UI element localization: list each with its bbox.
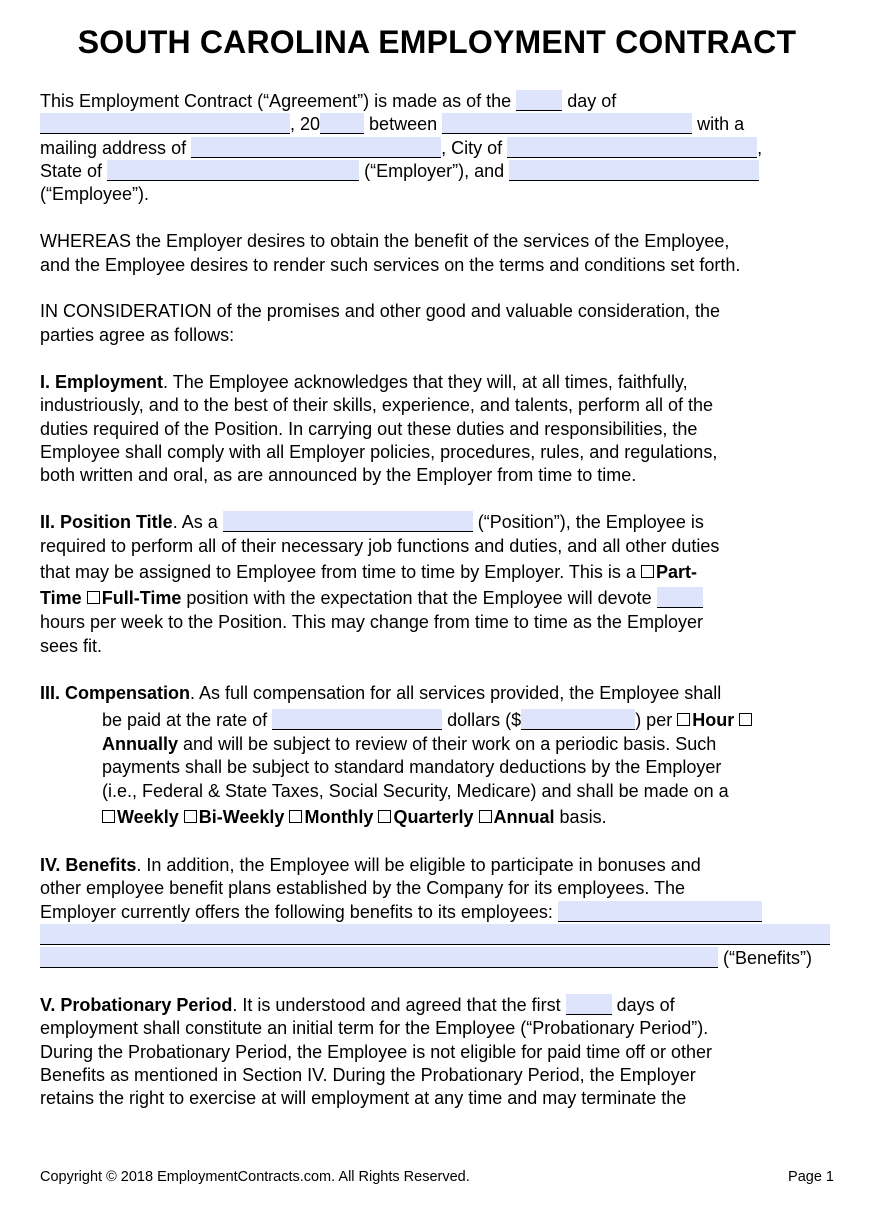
document-title: SOUTH CAROLINA EMPLOYMENT CONTRACT xyxy=(77,24,797,60)
section-text: be paid at the rate of xyxy=(102,710,268,730)
quarterly-checkbox[interactable] xyxy=(378,810,391,823)
intro-text: between xyxy=(369,114,438,134)
consideration-line: IN CONSIDERATION of the promises and other good and valuable consideration, the xyxy=(40,301,721,321)
city-field[interactable] xyxy=(507,137,757,158)
option-label: Hour xyxy=(692,710,735,730)
weekly-checkbox[interactable] xyxy=(102,810,115,823)
state-field[interactable] xyxy=(107,160,359,181)
intro-text: mailing address of xyxy=(40,138,187,158)
consideration-line: parties agree as follows: xyxy=(40,325,235,345)
footer-copyright: Copyright © 2018 EmploymentContracts.com. All Rights Reserved. xyxy=(40,1169,470,1185)
option-label: Time xyxy=(40,588,82,608)
benefits-field-1[interactable] xyxy=(558,901,762,922)
section-text: duties required of the Position. In carrying out these duties and responsibilities, the xyxy=(40,419,698,439)
intro-text: (“Employee”). xyxy=(40,184,150,204)
pay-rate-words-field[interactable] xyxy=(272,709,442,730)
section-text: Benefits as mentioned in Section IV. During the Probationary Period, the Employer xyxy=(40,1065,696,1085)
section-text: . As a xyxy=(172,512,218,532)
section-text: sees fit. xyxy=(40,636,103,656)
employee-name-field[interactable] xyxy=(509,160,759,181)
section-text: hours per week to the Position. This may change from time to time as the Employer xyxy=(40,612,703,632)
section-text: other employee benefit plans established by the Company for its employees. The xyxy=(40,878,686,898)
section-text: . As full compensation for all services provided, the Employee shall xyxy=(190,683,722,703)
section-text: position with the expectation that the Employee will devote xyxy=(186,588,652,608)
section-text: required to perform all of their necessary job functions and duties, and all other duties xyxy=(40,536,720,556)
position-title-field[interactable] xyxy=(223,511,473,532)
section-text: . The Employee acknowledges that they will, at all times, faithfully, xyxy=(163,372,688,392)
section-text: (i.e., Federal & State Taxes, Social Security, Medicare) and shall be made on a xyxy=(102,781,729,801)
option-label: Annually xyxy=(102,734,179,754)
monthly-checkbox[interactable] xyxy=(289,810,302,823)
intro-text: day of xyxy=(567,91,617,111)
section-text: retains the right to exercise at will employment at any time and may terminate the xyxy=(40,1088,687,1108)
option-label: Full-Time xyxy=(101,588,182,608)
day-field[interactable] xyxy=(516,90,562,111)
section-text: basis. xyxy=(559,807,607,827)
full-time-checkbox[interactable] xyxy=(87,591,100,604)
intro-text: This Employment Contract (“Agreement”) is made as of the xyxy=(40,91,512,111)
section-text: Employer currently offers the following benefits to its employees: xyxy=(40,902,553,922)
section-text: . It is understood and agreed that the first xyxy=(232,995,561,1015)
whereas-line: and the Employee desires to render such services on the terms and conditions set forth. xyxy=(40,255,741,275)
intro-text: , xyxy=(757,138,763,158)
whereas-line: WHEREAS the Employer desires to obtain the benefit of the services of the Employee, xyxy=(40,231,730,251)
section-text: . In addition, the Employee will be eligible to participate in bonuses and xyxy=(136,855,701,875)
section-heading: V. Probationary Period xyxy=(40,995,233,1015)
annually-checkbox[interactable] xyxy=(739,713,752,726)
section-text: employment shall constitute an initial term for the Employee (“Probationary Period”). xyxy=(40,1018,709,1038)
section-heading: II. Position Title xyxy=(40,512,173,532)
year-field[interactable] xyxy=(320,113,364,134)
section-text: ) per xyxy=(635,710,673,730)
pay-rate-amount-field[interactable] xyxy=(521,709,635,730)
hours-per-week-field[interactable] xyxy=(657,587,703,608)
section-heading: I. Employment xyxy=(40,372,164,392)
section-heading: IV. Benefits xyxy=(40,855,137,875)
section-text: During the Probationary Period, the Employee is not eligible for paid time off or other xyxy=(40,1042,713,1062)
section-text: that may be assigned to Employee from time to time by Employer. This is a xyxy=(40,562,636,582)
option-label: Quarterly xyxy=(393,807,474,827)
option-label: Part- xyxy=(655,562,697,582)
month-field[interactable] xyxy=(40,113,290,134)
option-label: Bi-Weekly xyxy=(198,807,285,827)
intro-text: (“Employer”), and xyxy=(364,161,505,181)
bi-weekly-checkbox[interactable] xyxy=(184,810,197,823)
section-heading: III. Compensation xyxy=(40,683,191,703)
benefits-field-2[interactable] xyxy=(40,924,830,945)
section-text: days of xyxy=(616,995,675,1015)
section-text: payments shall be subject to standard mandatory deductions by the Employer xyxy=(102,757,722,777)
section-text: dollars ($ xyxy=(447,710,522,730)
part-time-checkbox[interactable] xyxy=(641,565,654,578)
section-text: and will be subject to review of their work on a periodic basis. Such xyxy=(183,734,717,754)
intro-text: State of xyxy=(40,161,103,181)
option-label: Monthly xyxy=(304,807,374,827)
section-text: (“Position”), the Employee is xyxy=(477,512,704,532)
employer-name-field[interactable] xyxy=(442,113,692,134)
intro-text: , 20 xyxy=(290,114,321,134)
hour-checkbox[interactable] xyxy=(677,713,690,726)
section-text: both written and oral, as are announced by the Employer from time to time. xyxy=(40,465,637,485)
annual-checkbox[interactable] xyxy=(479,810,492,823)
footer-page-number: Page 1 xyxy=(788,1169,834,1185)
benefits-field-3[interactable] xyxy=(40,947,718,968)
section-text: Employee shall comply with all Employer policies, procedures, rules, and regulations, xyxy=(40,442,718,462)
intro-text: , City of xyxy=(441,138,503,158)
mailing-address-field[interactable] xyxy=(191,137,441,158)
section-text: (“Benefits”) xyxy=(723,948,813,968)
probation-days-field[interactable] xyxy=(566,994,612,1015)
section-text: industriously, and to the best of their skills, experience, and talents, perform all of the xyxy=(40,395,714,415)
intro-text: with a xyxy=(697,114,745,134)
option-label: Weekly xyxy=(117,807,179,827)
option-label: Annual xyxy=(493,807,555,827)
